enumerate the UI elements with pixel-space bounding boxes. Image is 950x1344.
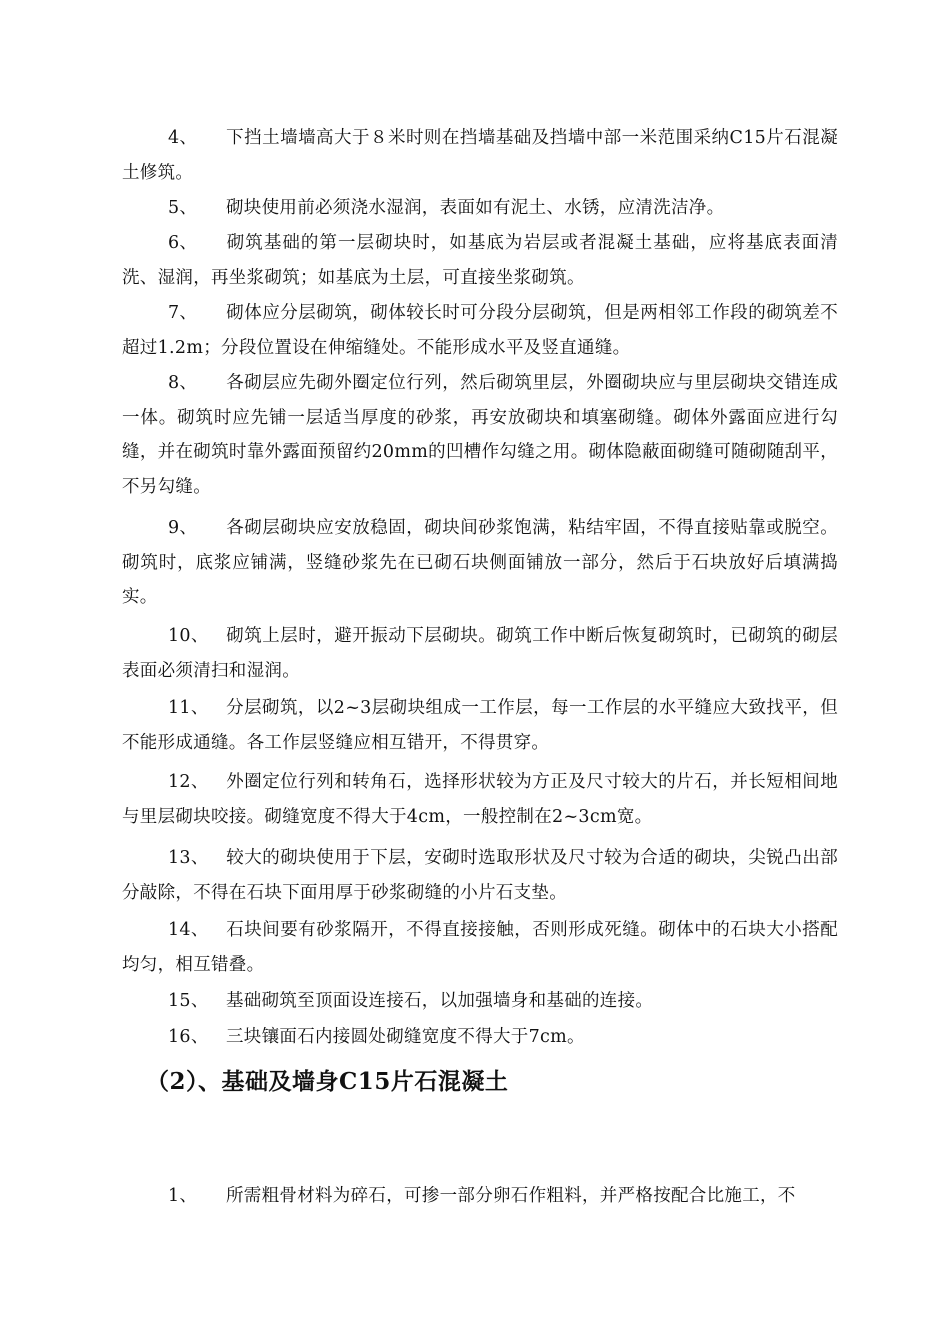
item-number: 5、	[168, 198, 198, 218]
paragraph-text: 三块镶面石内接圆处砌缝宽度不得大于7cm。	[226, 1027, 585, 1047]
item-number: 15、	[168, 991, 209, 1011]
paragraph-9	[122, 511, 838, 615]
paragraph-text: 砌块使用前必须浇水湿润，表面如有泥土、水锈，应清洗洁净。	[226, 198, 725, 218]
paragraph-14	[122, 913, 838, 982]
paragraph-7	[122, 296, 838, 365]
paragraph-6	[122, 226, 838, 295]
paragraph-text: 砌体应分层砌筑，砌体较长时可分段分层砌筑，但是两相邻工作段的砌筑差不超过1.2m；分段位置设在伸缩缝处。不能形成水平及竖直通缝。	[122, 303, 838, 358]
paragraph-4	[122, 121, 838, 190]
paragraph-trailing	[122, 1179, 838, 1214]
paragraph-11	[122, 691, 838, 760]
item-number: 13、	[168, 848, 209, 868]
item-number: 8、	[168, 373, 198, 393]
paragraph-8	[122, 366, 838, 504]
item-number: 6、	[168, 233, 198, 253]
paragraph-5	[122, 191, 838, 226]
paragraph-12	[122, 765, 838, 834]
paragraph-15	[122, 984, 838, 1019]
paragraph-text: 各砌层应先砌外圈定位行列，然后砌筑里层，外圈砌块应与里层砌块交错连成一体。砌筑时应先铺一层适当厚度的砂浆，再安放砌块和填塞砌缝。砌体外露面应进行勾缝，并在砌筑时靠外露面预留约20mm的凹槽作勾缝之用。砌体隐蔽面砌缝可随砌随刮平，不另勾缝。	[122, 373, 838, 497]
item-number: 10、	[168, 626, 209, 646]
item-number: 11、	[168, 698, 209, 718]
item-number: 4、	[168, 128, 198, 148]
paragraph-text: 砌筑上层时，避开振动下层砌块。砌筑工作中断后恢复砌筑时，已砌筑的砌层表面必须清扫和湿润。	[122, 626, 838, 681]
paragraph-text: 各砌层砌块应安放稳固，砌块间砂浆饱满，粘结牢固，不得直接贴靠或脱空。砌筑时，底浆应铺满，竖缝砂浆先在已砌石块侧面铺放一部分，然后于石块放好后填满捣实。	[122, 518, 838, 607]
item-number: 9、	[168, 518, 198, 538]
item-number: 7、	[168, 303, 198, 323]
paragraph-10	[122, 619, 838, 688]
item-number: 14、	[168, 920, 209, 940]
paragraph-13	[122, 841, 838, 910]
paragraph-16	[122, 1020, 838, 1055]
paragraph-text: 较大的砌块使用于下层，安砌时选取形状及尺寸较为合适的砌块，尖锐凸出部分敲除，不得在石块下面用厚于砂浆砌缝的小片石支垫。	[122, 848, 838, 903]
section-heading: （2）、基础及墙身C15片石混凝土	[146, 1068, 509, 1095]
paragraph-text: 下挡土墙墙高大于８米时则在挡墙基础及挡墙中部一米范围采纳C15片石混凝土修筑。	[122, 128, 838, 183]
paragraph-text: 外圈定位行列和转角石，选择形状较为方正及尺寸较大的片石，并长短相间地与里层砌块咬接。砌缝宽度不得大于4cm，一般控制在2~3cm宽。	[122, 772, 838, 827]
item-number: 16、	[168, 1027, 209, 1047]
paragraph-text: 砌筑基础的第一层砌块时，如基底为岩层或者混凝土基础，应将基底表面清洗、湿润，再坐浆砌筑；如基底为土层，可直接坐浆砌筑。	[122, 233, 838, 288]
item-number: 1、	[168, 1186, 198, 1206]
paragraph-text: 所需粗骨材料为碎石，可掺一部分卵石作粗料，并严格按配合比施工，不	[226, 1186, 796, 1206]
paragraph-text: 分层砌筑，以2~3层砌块组成一工作层，每一工作层的水平缝应大致找平，但不能形成通缝。各工作层竖缝应相互错开，不得贯穿。	[122, 698, 838, 753]
paragraph-text: 石块间要有砂浆隔开，不得直接接触，否则形成死缝。砌体中的石块大小搭配均匀，相互错叠。	[122, 920, 838, 975]
paragraph-text: 基础砌筑至顶面设连接石，以加强墙身和基础的连接。	[226, 991, 654, 1011]
item-number: 12、	[168, 772, 209, 792]
